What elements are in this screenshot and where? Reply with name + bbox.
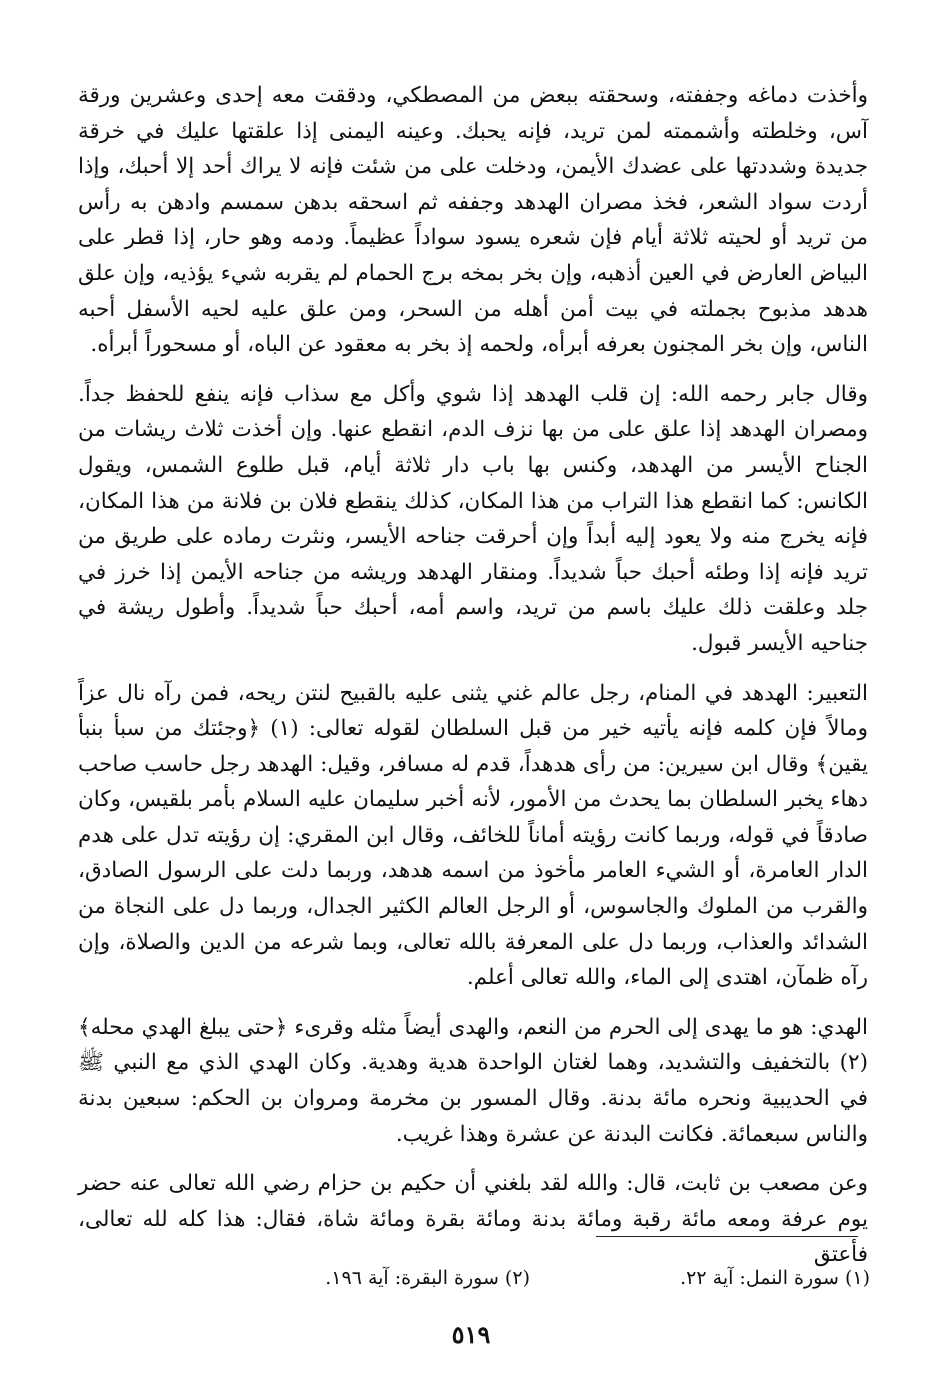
paragraph-4: الهدي: هو ما يهدى إلى الحرم من النعم، والهدى أيضاً مثله وقرىء ﴿حتى يبلغ الهدي محله﴾(٢) بالتخفيف والتشديد، وهما لغتان الواحدة هدية وهدية. وكان الهدي الذي مع النبي ﷺ في الحديبية ونحره مائة بدنة. وقال المسور بن مخرمة ومروان بن الحكم: سبعين بدنة والناس سبعمائة. فكانت البدنة عن عشرة وهذا غريب. — [78, 1014, 868, 1147]
paragraph-1: وأخذت دماغه وجففته، وسحقته ببعض من المصطكي، ودققت معه إحدى وعشرين ورقة آس، وخلطته وأشممته لمن تريد، فإنه يحبك. وعينه اليمنى إذا علقتها عليك في خرقة جديدة وشددتها على عضدك الأيمن، ودخلت على من شئت فإنه لا يراك أحد إلا أحبك، وإذا أردت سواد الشعر، فخذ مصران الهدهد وجففه ثم اسحقه بدهن سمسم وادهن به رأس من تريد أو لحيته ثلاثة أيام فإن شعره يسود سواداً عظيماً. ودمه وهو حار، إذا قطر على البياض العارض في العين أذهبه، وإن بخر بمخه برج الحمام لم يقربه شيء يؤذيه، وإن علق هدهد مذبوح بجملته في بيت أمن أهله من السحر، ومن علق عليه لحيه الأسفل أحبه الناس، وإن بخر المجنون بعرفه أبرأه، ولحمه إذ بخر به معقود عن الباه، أو مسحوراً أبرأه. — [78, 83, 868, 358]
paragraph-3: التعبير: الهدهد في المنام، رجل عالم غني يثنى عليه بالقبيح لنتن ريحه، فمن رآه نال عزاً ومالاً فإن كلمه فإنه يأتيه خير من قبل السلطان لقوله تعالى: (١) ﴿وجئتك من سبأ بنبأ يقين﴾ وقال ابن سيرين: من رأى هدهداً، قدم له مسافر، وقيل: الهدهد رجل حاسب صاحب دهاء يخبر السلطان بما يحدث من الأمور، لأنه أخبر سليمان عليه السلام بأمر بلقيس، وكان صادقاً في قوله، وربما كانت رؤيته أماناً للخائف، وقال ابن المقري: إن رؤيته تدل على هدم الدار العامرة، أو الشيء العامر مأخوذ من اسمه هدهد، وربما دلت على الرسول الصادق، والقرب من الملوك والجاسوس، أو الرجل العالم الكثير الجدال، وربما دل على النجاة من الشدائد والعذاب، وربما دل على المعرفة بالله تعالى، وبما شرعه من الدين والصلاة، وإن رآه ظمآن، اهتدى إلى الماء، والله تعالى أعلم. — [78, 680, 868, 991]
paragraph-2: وقال جابر رحمه الله: إن قلب الهدهد إذا شوي وأكل مع سذاب فإنه ينفع للحفظ جداً. ومصران الهدهد إذا علق على من بها نزف الدم، انقطع عنها. وإن أخذت ثلاث ريشات من الجناح الأيسر من الهدهد، وكنس بها باب دار ثلاثة أيام، قبل طلوع الشمس، ويقول الكانس: كما انقطع هذا التراب من هذا المكان، كذلك ينقطع فلان بن فلانة من هذا المكان، فإنه يخرج منه ولا يعود إليه أبداً وإن أحرقت جناحه الأيسر، ونثرت رماده على طريق من تريد فإنه إذا وطئه أحبك حباً شديداً. ومنقار الهدهد وريشه من جناحه الأيمن إذا خرز في جلد وعلقت ذلك عليك باسم من تريد، واسم أمه، أحبك حباً شديداً. وأطول ريشة في جناحيه الأيسر قبول. — [78, 381, 868, 656]
main-text — [78, 78, 868, 1273]
footnote-2: (٢) سورة البقرة: آية ١٩٦. — [325, 1267, 530, 1289]
footnotes — [260, 1263, 870, 1293]
paragraph-5: وعن مصعب بن ثابت، قال: والله لقد بلغني أن حكيم بن حزام رضي الله تعالى عنه حضر يوم عرفة ومعه مائة رقبة ومائة بدنة ومائة بقرة ومائة شاة، فقال: هذا كله لله تعالى، فأعتق — [78, 1171, 868, 1268]
footnote-divider — [596, 1236, 858, 1237]
page-number: ٥١٩ — [451, 1320, 491, 1349]
footnote-1: (١) سورة النمل: آية ٢٢. — [680, 1267, 870, 1289]
